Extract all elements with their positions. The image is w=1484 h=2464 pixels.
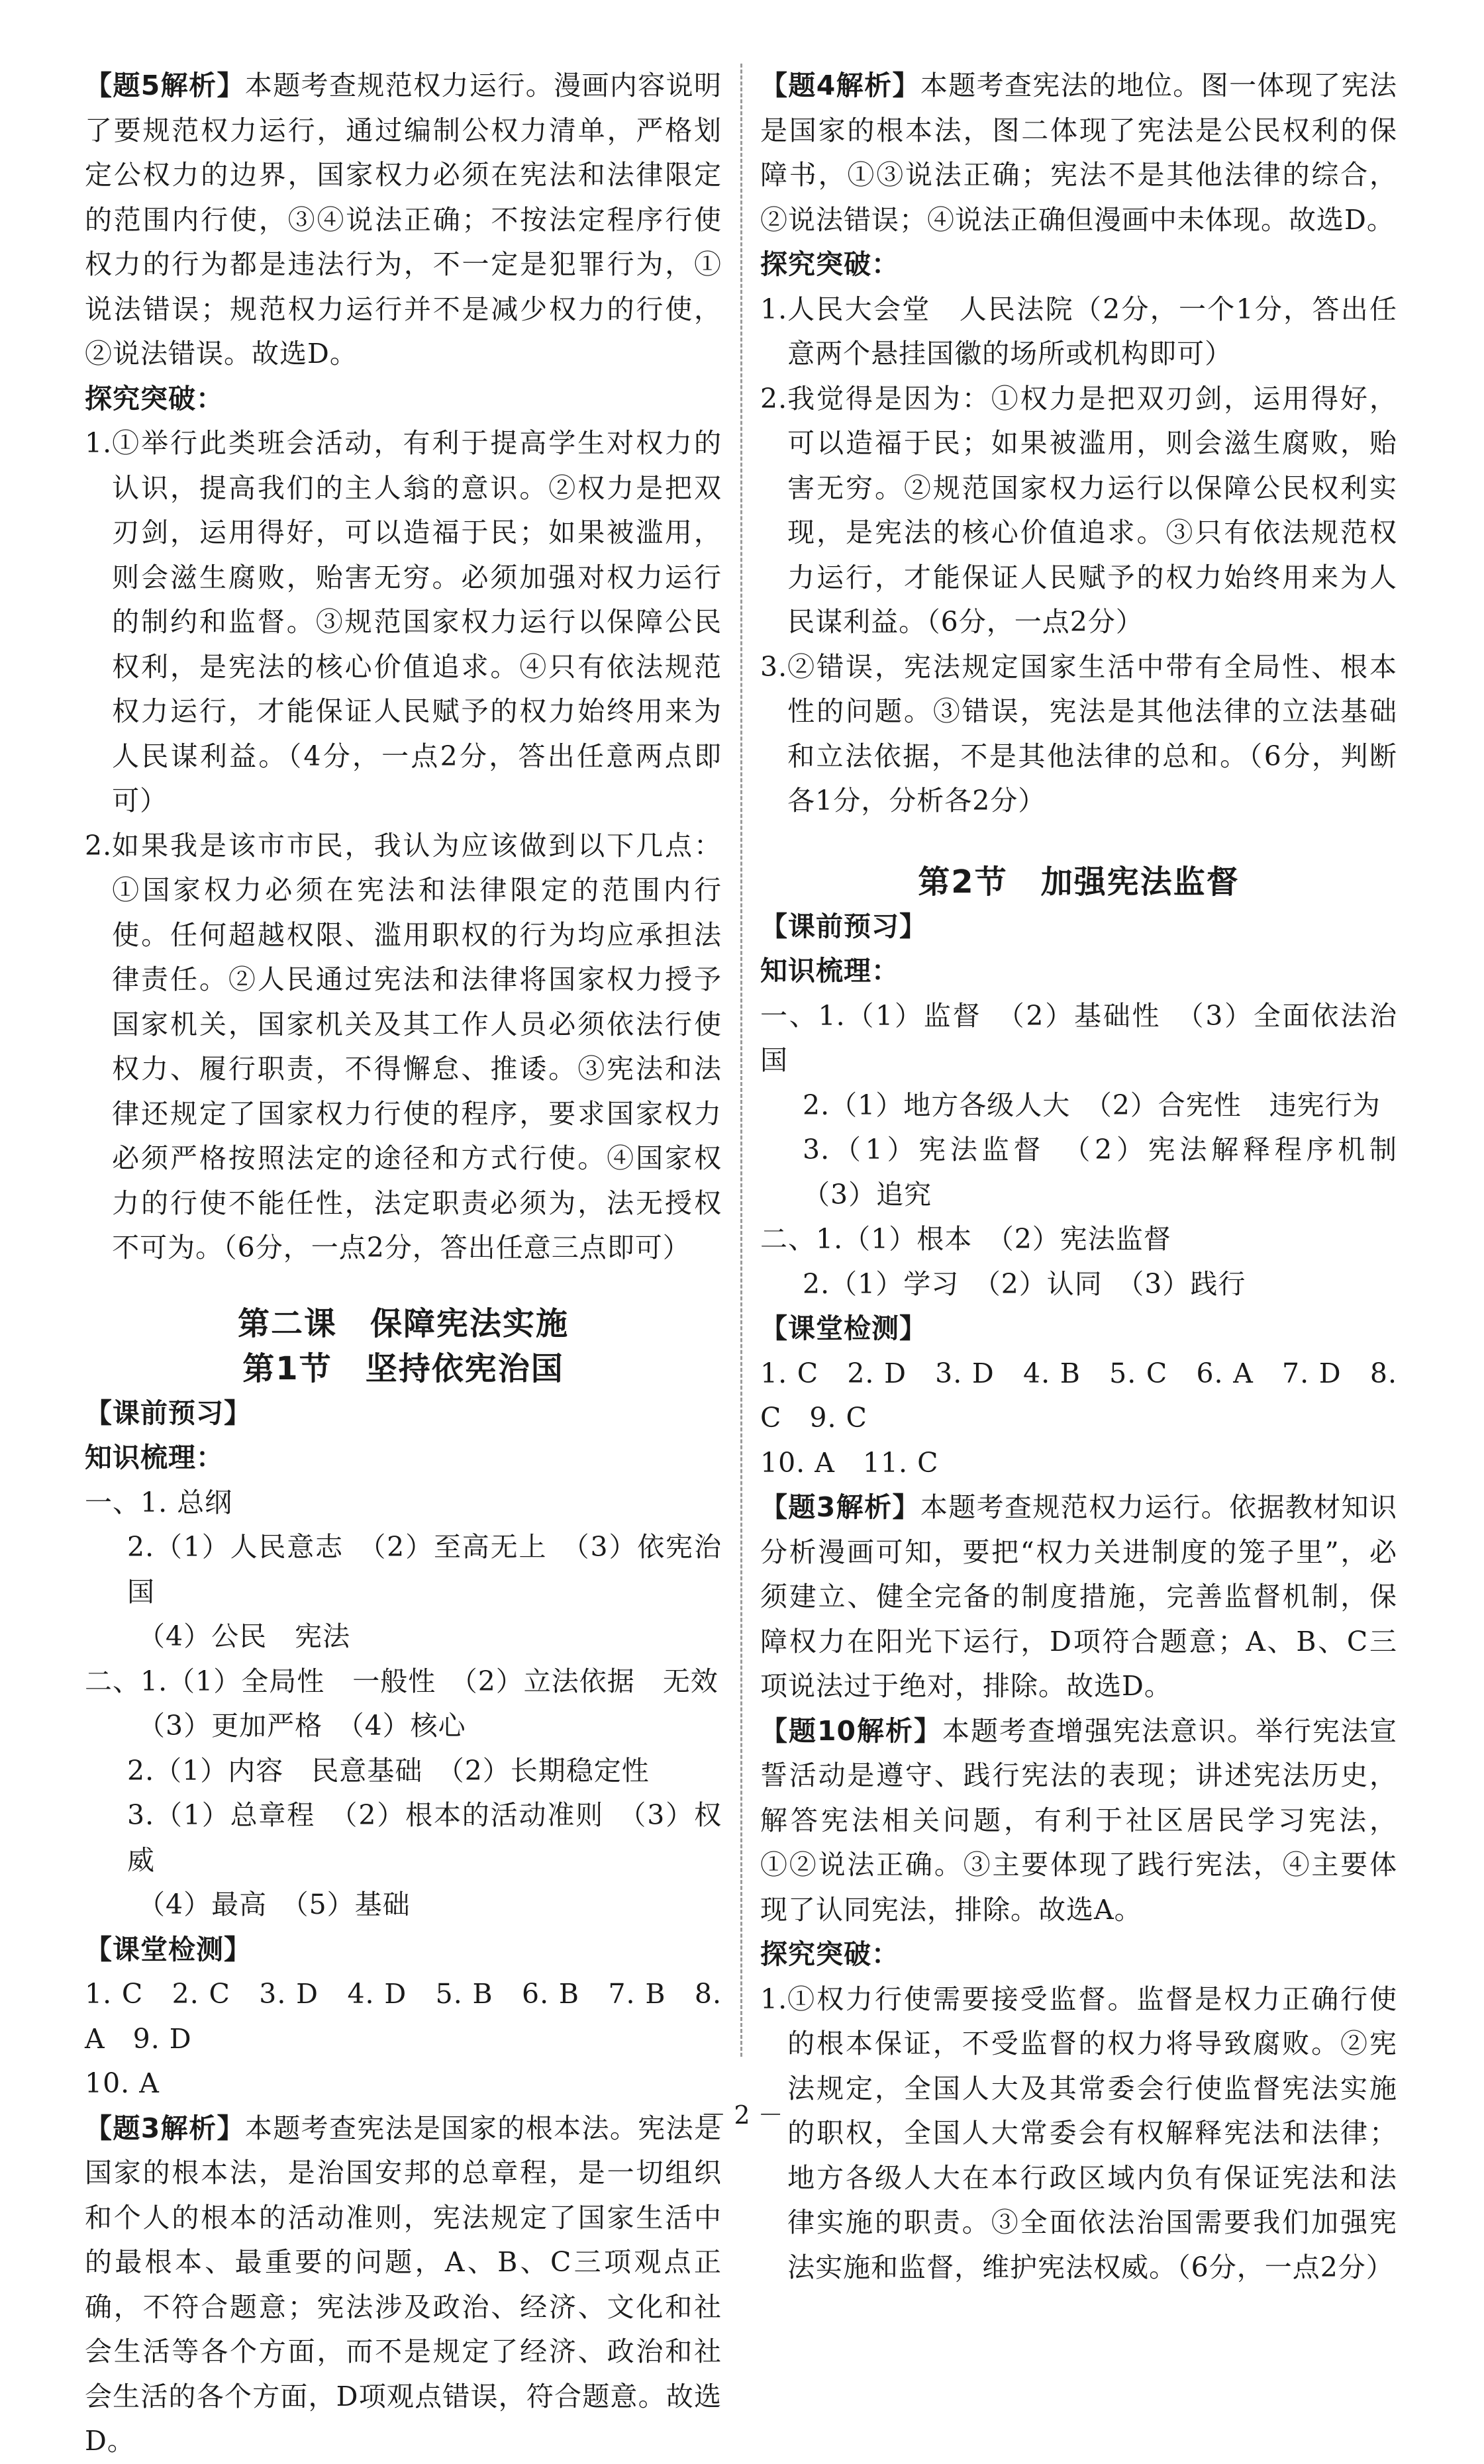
q3-tag: 【题3解析】 — [760, 1491, 920, 1523]
knowledge-heading: 知识梳理： — [85, 1442, 224, 1473]
explore-item-1: 1. ①权力行使需要接受监督。监督是权力正确行使的根本保证，不受监督的权力将导致腐败。②宪法规定，全国人大及其常委会行使监督宪法实施的职权，全国人大常委会有权解释宪法和法律；地方各级人大在本行政区域内负有保证宪法和法律实施的职责。③全面依法治国需要我们加强宪法实施和监督，维护宪法权威。（6分，一点2分） — [760, 1983, 1397, 2283]
q4-tag: 【题4解析】 — [760, 70, 920, 101]
explore-heading: 探究突破： — [760, 248, 899, 280]
q3-text: 本题考查宪法是国家的根本法。宪法是国家的根本法，是治国安邦的总章程，是一切组织和个人的根本的活动准则，宪法规定了国家生活中的最根本、最重要的问题，A、B、C三项观点正确，不符合题意；宪法涉及政治、经济、文化和社会生活等各个方面，而不是规定了经济、政治和社会生活的各个方面，D项观点错误，符合题意。故选D。 — [85, 2112, 722, 2457]
check-tag: 【课堂检测】 — [760, 1312, 927, 1344]
q3-text: 本题考查规范权力运行。依据教材知识分析漫画可知，要把“权力关进制度的笼子里”，必须建立、健全完备的制度措施，完善监督机制，保障权力在阳光下运行，D项符合题意；A、B、C三项说法过于绝对，排除。故选D。 — [760, 1491, 1398, 1702]
knowledge-heading: 知识梳理： — [760, 955, 899, 987]
right-column — [760, 64, 1425, 2290]
q5-analysis — [85, 64, 722, 377]
explore-item-1: 1. ①举行此类班会活动，有利于提高学生对权力的认识，提高我们的主人翁的意识。②权力是把双刃剑，运用得好，可以造福于民；如果被滥用，则会滋生腐败，贻害无穷。必须加强对权力运行的制约和监督。③规范国家权力运行以保障公民权利，是宪法的核心价值追求。④只有依法规范权力运行，才能保证人民赋予的权力始终用来为人民谋利益。（4分，一点2分，答出任意两点即可） — [85, 427, 722, 816]
knowledge-line: 一、1.（1）监督 （2）基础性 （3）全面依法治国 — [760, 999, 1397, 1076]
q5-text: 本题考查规范权力运行。漫画内容说明了要规范权力运行，通过编制公权力清单，严格划定公权力的边界，国家权力必须在宪法和法律限定的范围内行使，③④说法正确；不按法定程序行使权力的行为都是违法行为，不一定是犯罪行为，①说法错误；规范权力运行并不是减少权力的行使，②说法错误。故选D。 — [85, 70, 722, 370]
q3-tag: 【题3解析】 — [85, 2112, 245, 2144]
q3-analysis — [85, 2106, 722, 2464]
knowledge-line: 一、1. 总纲 — [85, 1486, 233, 1518]
q5-tag: 【题5解析】 — [85, 70, 245, 101]
page-number: － 2 － — [701, 2100, 783, 2130]
knowledge-line: 3.（1）宪法监督 （2）宪法解释程序机制 （3）追究 — [803, 1134, 1425, 1210]
check-tag: 【课堂检测】 — [85, 1933, 252, 1965]
explore-heading-2: 探究突破： — [760, 1938, 899, 1970]
q3-analysis — [760, 1485, 1397, 1709]
explore-item-1: 1. 人民大会堂 人民法院（2分，一个1分，答出任意两个悬挂国徽的场所或机构即可） — [760, 293, 1397, 370]
section-title-2: 第2节 加强宪法监督 — [918, 863, 1240, 901]
explore-item-2: 2. 我觉得是因为：①权力是把双刃剑，运用得好，可以造福于民；如果被滥用，则会滋生腐败，贻害无穷。②规范国家权力运行以保障公民权利实现，是宪法的核心价值追求。③只有依法规范权力运行，才能保证人民赋予的权力始终用来为人民谋利益。（6分，一点2分） — [760, 382, 1397, 638]
knowledge-line: （4）最高 （5）基础 — [138, 1889, 411, 1920]
lesson-title: 第二课 保障宪法实施 — [237, 1305, 569, 1342]
explore-heading: 探究突破： — [85, 382, 224, 415]
q4-analysis — [760, 64, 1397, 242]
knowledge-line: （3）更加严格 （4）核心 — [138, 1710, 466, 1742]
answers-line: 10. A — [85, 2067, 160, 2099]
preview-tag: 【课前预习】 — [760, 910, 927, 942]
knowledge-line: 2.（1）人民意志 （2）至高无上 （3）依宪治国 — [127, 1531, 722, 1608]
q10-analysis — [760, 1709, 1397, 1933]
knowledge-line: 2.（1）内容 民意基础 （2）长期稳定性 — [127, 1754, 650, 1787]
knowledge-line: 3.（1）总章程 （2）根本的活动准则 （3）权威 — [127, 1799, 722, 1876]
answers-line: 1. C 2. C 3. D 4. D 5. B 6. B 7. B 8. A 9. D — [85, 1978, 722, 2055]
section-title-1: 第1节 坚持依宪治国 — [242, 1350, 564, 1387]
q10-text: 本题考查增强宪法意识。举行宪法宣誓活动是遵守、践行宪法的表现；讲述宪法历史，解答宪法相关问题，有利于社区居民学习宪法，①②说法正确。③主要体现了践行宪法，④主要体现了认同宪法，排除。故选A。 — [760, 1714, 1398, 1926]
knowledge-line: 2.（1）地方各级人大 （2）合宪性 违宪行为 — [803, 1089, 1381, 1121]
explore-item-2: 2. 如果我是该市市民，我认为应该做到以下几点：①国家权力必须在宪法和法律限定的范围内行使。任何超越权限、滥用职权的行为均应承担法律责任。②人民通过宪法和法律将国家权力授予国家机关，国家机关及其工作人员必须依法行使权力、履行职责，不得懈怠、推诿。③宪法和法律还规定了国家权力行使的程序，要求国家权力必须严格按照法定的途径和方式行使。④国家权力的行使不能任性，法定职责必须为，法无授权不可为。（6分，一点2分，答出任意三点即可） — [85, 829, 722, 1263]
column-divider — [740, 64, 742, 2057]
knowledge-line: （4）公民 宪法 — [138, 1620, 351, 1652]
q4-text: 本题考查宪法的地位。图一体现了宪法是国家的根本法，图二体现了宪法是公民权利的保障书，①③说法正确；宪法不是其他法律的综合，②说法错误；④说法正确但漫画中未体现。故选D。 — [760, 70, 1398, 236]
knowledge-line: 2.（1）学习 （2）认同 （3）践行 — [803, 1267, 1246, 1300]
knowledge-line: 二、1.（1）根本 （2）宪法监督 — [760, 1223, 1171, 1255]
answers-line: 10. A 11. C — [760, 1446, 939, 1479]
preview-tag: 【课前预习】 — [85, 1397, 252, 1429]
q10-tag: 【题10解析】 — [760, 1714, 943, 1747]
knowledge-line: 二、1.（1）全局性 一般性 （2）立法依据 无效 — [85, 1665, 718, 1697]
explore-item-3: 3. ②错误，宪法规定国家生活中带有全局性、根本性的问题。③错误，宪法是其他法律的立法基础和立法依据，不是其他法律的总和。（6分，判断各1分，分析各2分） — [760, 650, 1397, 816]
answers-line: 1. C 2. D 3. D 4. B 5. C 6. A 7. D 8. C 9. C — [760, 1357, 1397, 1434]
